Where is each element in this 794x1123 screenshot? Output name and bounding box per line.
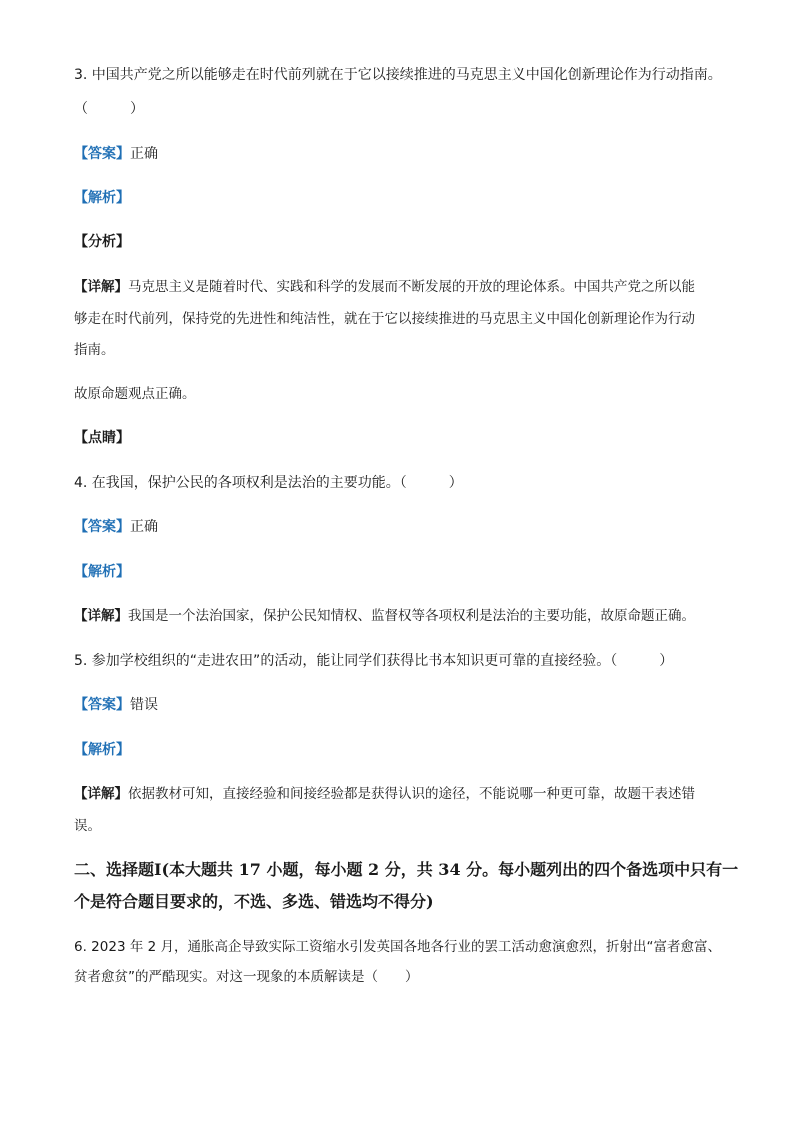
detail-text: 依据教材可知，直接经验和间接经验都是获得认识的途径，不能说哪一种更可靠，故题干表述错	[128, 786, 695, 802]
detail-text: 马克思主义是随着时代、实践和科学的发展而不断发展的开放的理论体系。中国共产党之所以能	[128, 279, 695, 295]
q3-answer-row	[74, 145, 158, 163]
q4-detail-row-1	[74, 607, 695, 625]
question-3-text: 3. 中国共产党之所以能够走在时代前列就在于它以接续推进的马克思主义中国化创新理论作为行动指南。	[74, 67, 722, 83]
detail-text: 我国是一个法治国家，保护公民知情权、监督权等各项权利是法治的主要功能，故原命题正确。	[128, 608, 695, 624]
question-4-text: 4. 在我国，保护公民的各项权利是法治的主要功能。（ ）	[74, 475, 463, 491]
answer-value: 正确	[130, 519, 158, 535]
q3-conclusion: 故原命题观点正确。	[74, 386, 196, 402]
answer-tag: 【答案】	[74, 697, 130, 713]
detail-tag: 【详解】	[74, 608, 128, 624]
q5-detail-row-2: 误。	[74, 818, 101, 834]
q3-fenxi-tag	[74, 233, 130, 251]
q5-answer-row	[74, 696, 158, 714]
question-6-text-line-2: 贫者愈贫”的严酷现实。对这一现象的本质解读是（ ）	[74, 969, 419, 985]
question-3-blank: （ ）	[74, 101, 144, 117]
section-2-title-line-2: 个是符合题目要求的，不选、多选、错选均不得分)	[74, 892, 434, 911]
question-6-text-line-1: 6. 2023 年 2 月，通胀高企导致实际工资缩水引发英国各地各行业的罢工活动愈演愈烈，折射出“富者愈富、	[74, 939, 721, 955]
q5-jiexi-tag: 【解析】	[74, 742, 130, 758]
q3-jiexi-tag: 【解析】	[74, 190, 130, 206]
answer-value: 错误	[130, 697, 158, 713]
detail-tag: 【详解】	[74, 786, 128, 802]
detail-tag: 【详解】	[74, 279, 128, 295]
q3-detail-row-2: 够走在时代前列，保持党的先进性和纯洁性，就在于它以接续推进的马克思主义中国化创新理论作为行动	[74, 311, 695, 327]
fenxi-tag: 【分析】	[74, 234, 130, 250]
question-5-text: 5. 参加学校组织的“走进农田”的活动，能让同学们获得比书本知识更可靠的直接经验。（ ）	[74, 653, 674, 669]
q3-dianjing-row	[74, 429, 130, 447]
q5-detail-row-1	[74, 785, 695, 803]
q3-detail-row-1	[74, 278, 695, 296]
dianjing-tag: 【点睛】	[74, 430, 130, 446]
answer-tag: 【答案】	[74, 519, 130, 535]
q4-answer-row	[74, 518, 158, 536]
answer-tag: 【答案】	[74, 146, 130, 162]
q3-detail-row-3: 指南。	[74, 342, 115, 358]
section-2-title-line-1: 二、选择题Ⅰ(本大题共 17 小题，每小题 2 分，共 34 分。每小题列出的四个备选项中只有一	[74, 860, 739, 879]
answer-value: 正确	[130, 146, 158, 162]
q4-jiexi-tag: 【解析】	[74, 564, 130, 580]
